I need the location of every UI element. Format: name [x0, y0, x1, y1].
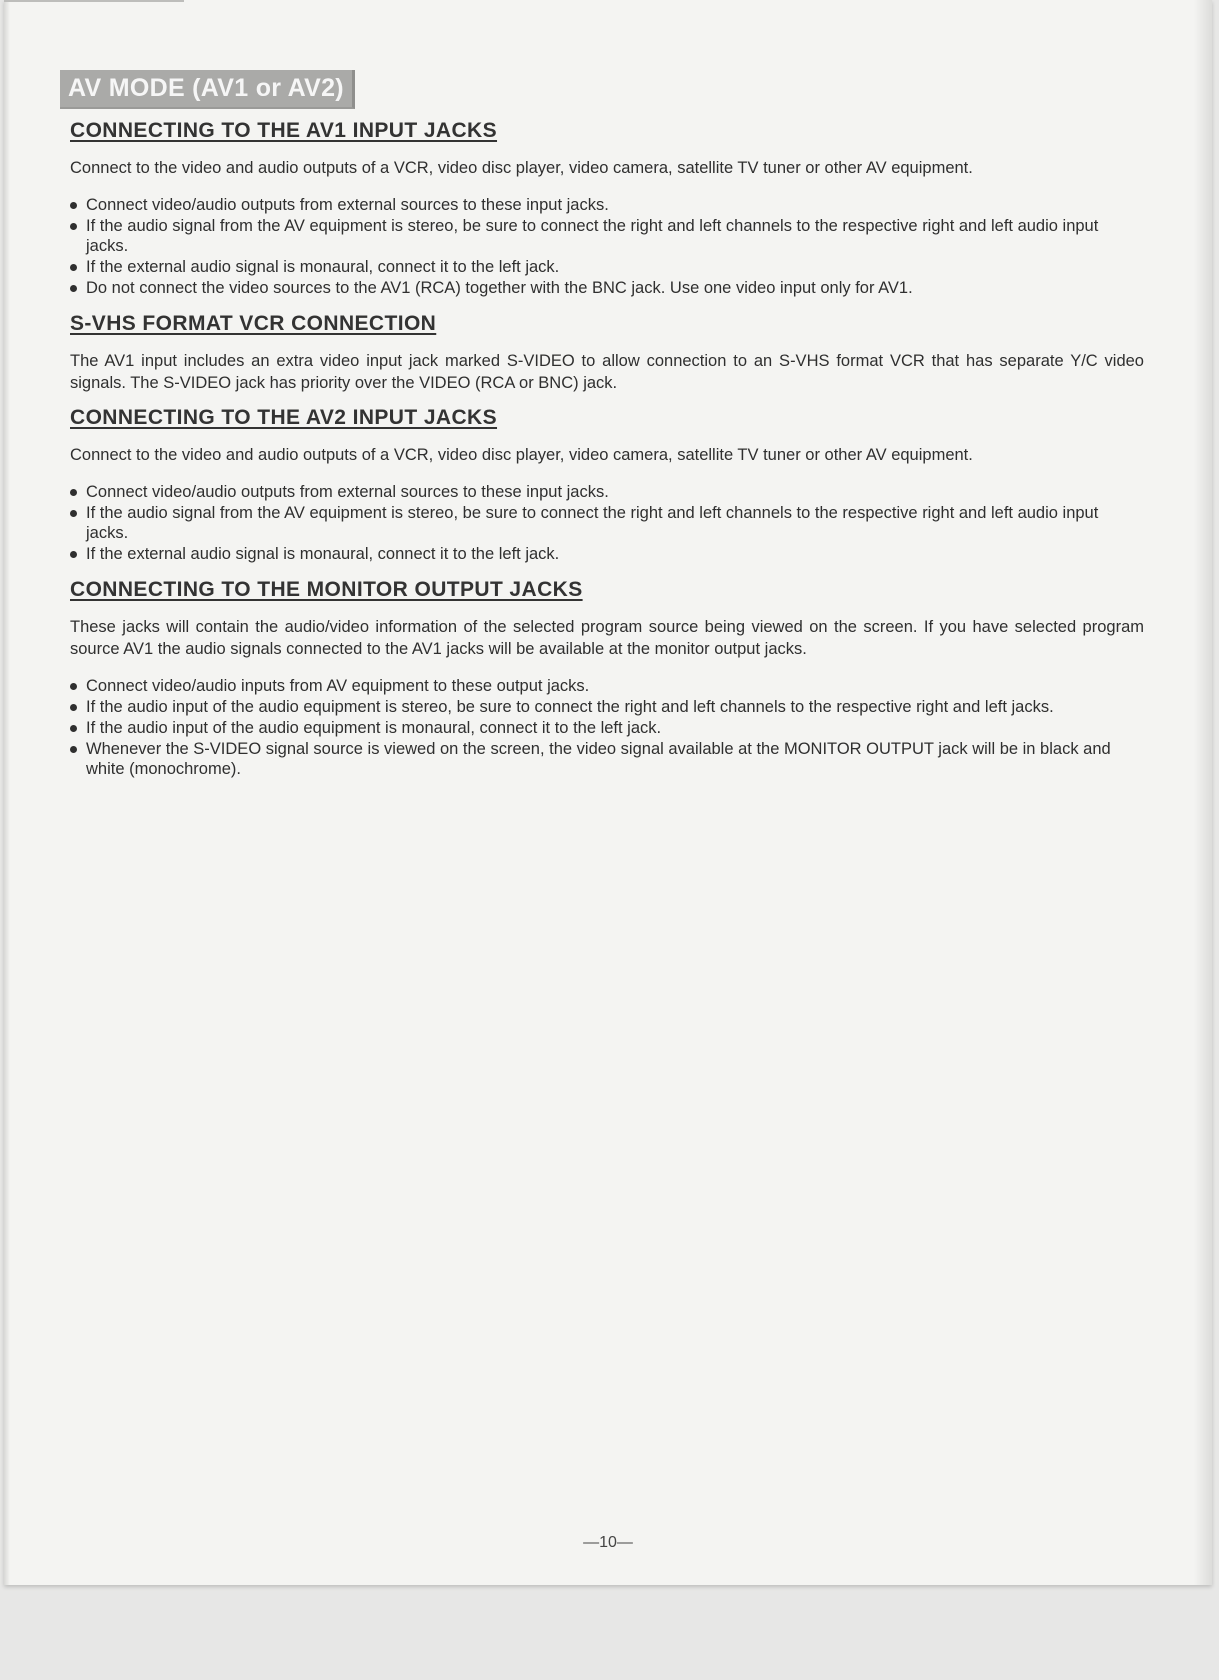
page-number: —10— [583, 1534, 633, 1551]
bullet-list [68, 676, 1144, 779]
manual-page [4, 0, 1212, 1585]
section-heading: CONNECTING TO THE AV2 INPUT JACKS [70, 406, 498, 429]
bullet-icon [70, 683, 77, 690]
top-rule [4, 0, 184, 2]
list-item: If the external audio signal is monaural, connect it to the left jack. [68, 544, 1144, 564]
section-monitor-output [68, 578, 1144, 779]
list-item: If the audio signal from the AV equipment is stereo, be sure to connect the right and left channels to the respective right and left audio input jacks. [68, 503, 1144, 543]
bullet-list [68, 195, 1144, 298]
section-intro: Connect to the video and audio outputs of a VCR, video disc player, video camera, satellite TV tuner or other AV equipment. [70, 159, 973, 177]
list-item: If the audio input of the audio equipment is monaural, connect it to the left jack. [68, 718, 1144, 738]
list-item: If the audio signal from the AV equipment is stereo, be sure to connect the right and left channels to the respective right and left audio input jacks. [68, 216, 1144, 256]
bullet-icon [70, 725, 77, 732]
mode-banner: AV MODE (AV1 or AV2) [60, 70, 355, 109]
bullet-icon [70, 489, 77, 496]
section-heading: CONNECTING TO THE AV1 INPUT JACKS [70, 119, 498, 142]
bullet-icon [70, 746, 77, 753]
section-av1-input [68, 119, 1144, 298]
bullet-icon [70, 264, 77, 271]
list-item: Whenever the S-VIDEO signal source is viewed on the screen, the video signal available at the MONITOR OUTPUT jack will be in black and white (monochrome). [68, 739, 1144, 779]
page-content [68, 70, 1144, 780]
section-av2-input [68, 406, 1144, 564]
section-intro: The AV1 input includes an extra video input jack marked S-VIDEO to allow connection to an S-VHS format VCR that has separate Y/C video signals. The S-VIDEO jack has priority over the VIDEO (RCA or BNC) jack. [70, 352, 1144, 392]
bullet-icon [70, 510, 77, 517]
section-heading: S-VHS FORMAT VCR CONNECTION [70, 312, 437, 335]
bullet-icon [70, 202, 77, 209]
list-item: Connect video/audio outputs from external sources to these input jacks. [68, 195, 1144, 215]
list-item: If the external audio signal is monaural, connect it to the left jack. [68, 257, 1144, 277]
section-svhs-connection [68, 312, 1144, 394]
list-item: Connect video/audio outputs from external sources to these input jacks. [68, 482, 1144, 502]
list-item: If the audio input of the audio equipment is stereo, be sure to connect the right and left channels to the respective right and left jacks. [68, 697, 1144, 717]
bullet-icon [70, 285, 77, 292]
bullet-icon [70, 704, 77, 711]
list-item: Do not connect the video sources to the AV1 (RCA) together with the BNC jack. Use one video input only for AV1. [68, 278, 1144, 298]
bullet-list [68, 482, 1144, 564]
section-heading: CONNECTING TO THE MONITOR OUTPUT JACKS [70, 578, 583, 601]
section-intro: These jacks will contain the audio/video information of the selected program source being viewed on the screen. If you have selected program source AV1 the audio signals connected to the AV1 jacks will be available at the monitor output jacks. [70, 618, 1144, 658]
section-intro: Connect to the video and audio outputs of a VCR, video disc player, video camera, satellite TV tuner or other AV equipment. [70, 446, 973, 464]
bullet-icon [70, 223, 77, 230]
list-item: Connect video/audio inputs from AV equipment to these output jacks. [68, 676, 1144, 696]
bullet-icon [70, 551, 77, 558]
